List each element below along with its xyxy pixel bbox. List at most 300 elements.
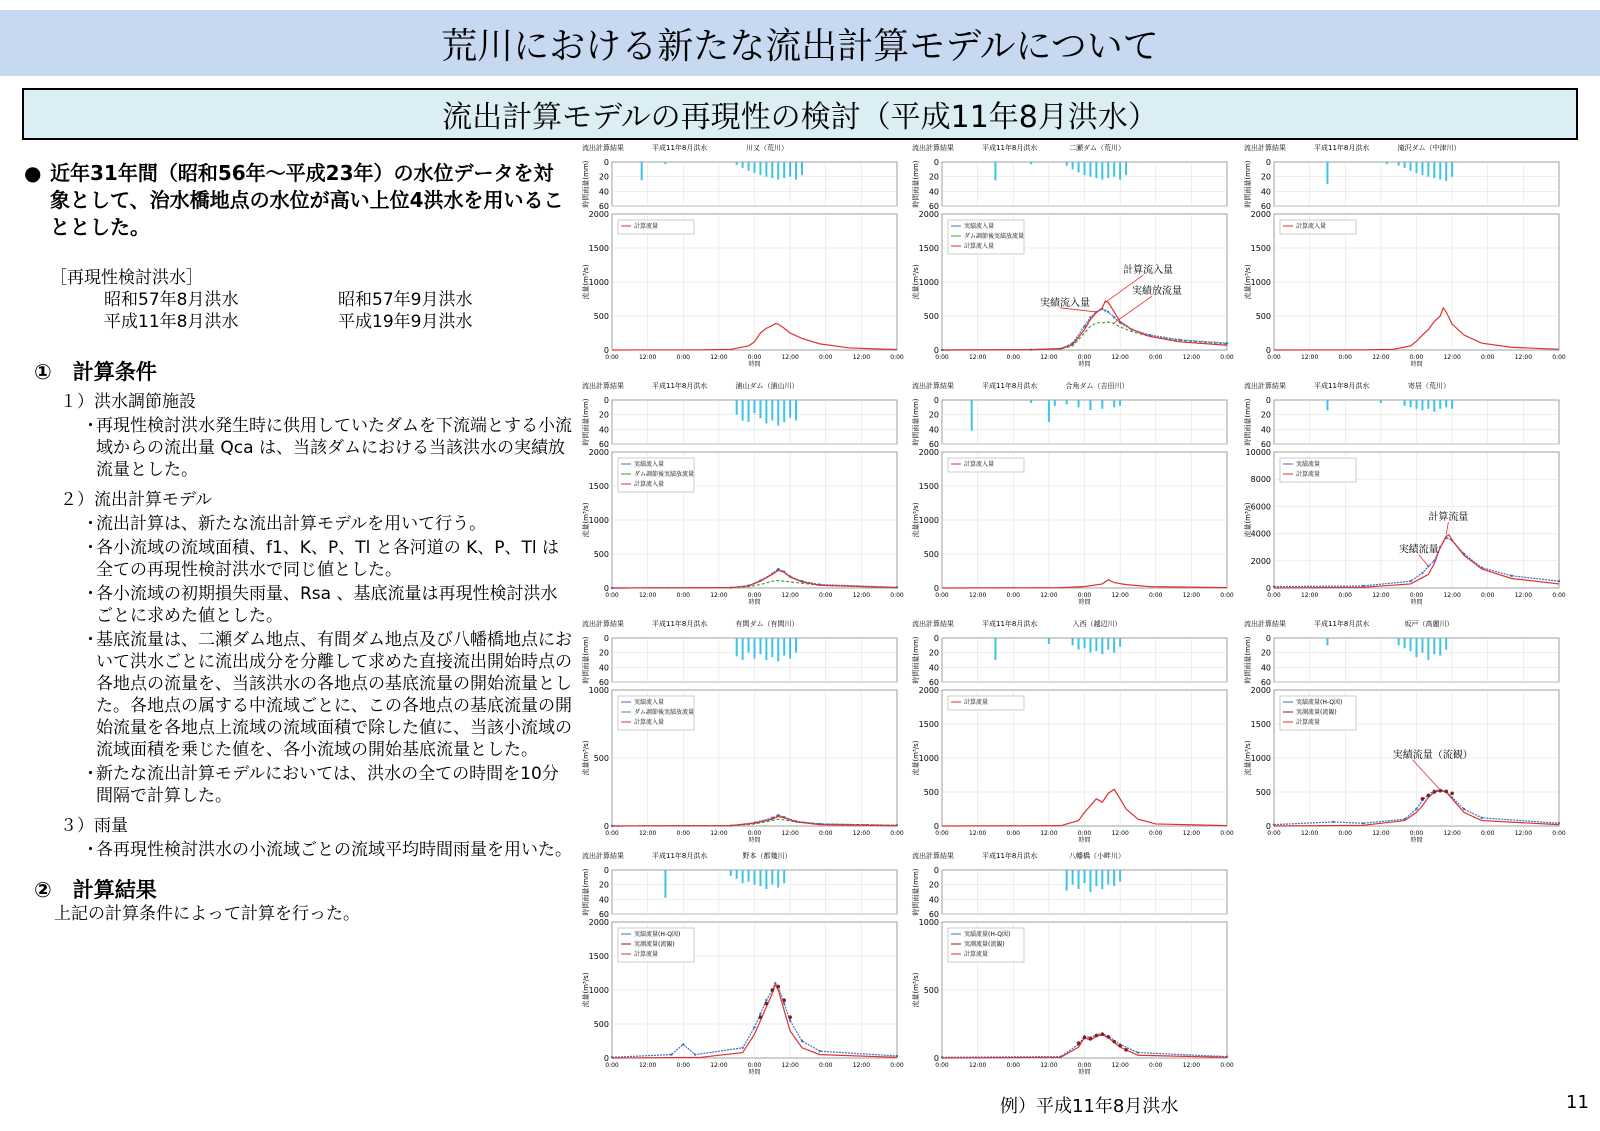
chart-panel: [1243, 143, 1566, 368]
rain-bar: [1386, 162, 1388, 164]
bullet-dot-icon: ・: [82, 538, 99, 558]
observed-flow-marker: [1113, 316, 1115, 318]
observed-flow-marker: [670, 1053, 672, 1055]
x-tick-label: 12:00: [1372, 592, 1390, 599]
x-tick-label: 0:00: [1338, 354, 1352, 361]
flow-tick-label: 2000: [588, 918, 609, 927]
observed-flow-marker: [1481, 817, 1483, 819]
x-tick-label: 0:00: [1077, 354, 1092, 361]
rain-bar: [759, 870, 761, 886]
x-tick-label: 12:00: [1111, 830, 1129, 837]
rain-bar: [777, 162, 779, 180]
chart-panel: [911, 851, 1234, 1076]
rain-bar: [777, 400, 779, 426]
subsection-heading: ３）雨量: [60, 816, 128, 836]
intro-text: 近年31年間（昭和56年～平成23年）の水位データを対象として、治水橋地点の水位が高い上位4洪水を用いることとした。: [50, 161, 564, 239]
rain-bar: [1095, 162, 1097, 178]
flow-tick-label: 500: [593, 754, 609, 763]
rain-bar: [1439, 400, 1441, 409]
rain-bar: [1404, 162, 1406, 168]
rain-bar: [1066, 162, 1068, 166]
flow-tick-label: 1500: [588, 482, 609, 491]
rain-bar: [1078, 400, 1080, 407]
x-tick-label: 12:00: [638, 830, 657, 837]
bullet-dot-icon: ・: [82, 840, 99, 860]
x-tick-label: 12:00: [968, 1062, 987, 1069]
flow-tick-label: 0: [1265, 584, 1271, 593]
legend-label: 実績流量(H-Q図): [964, 931, 1011, 938]
chart-station-label: 合角ダム（吉田川）: [1065, 382, 1129, 390]
x-tick-label: 12:00: [1300, 830, 1319, 837]
rain-bar: [1072, 162, 1074, 169]
rain-tick-label: 20: [928, 880, 939, 890]
rain-bar: [1421, 400, 1423, 410]
measured-flow-point: [1421, 797, 1425, 801]
x-tick-label: 0:00: [747, 354, 762, 361]
flow-axis-label: 流量(m³/s): [912, 972, 920, 1008]
rain-bar: [771, 638, 773, 657]
x-tick-label: 12:00: [1040, 354, 1058, 361]
rain-bar: [771, 870, 773, 885]
condition-text: 基底流量は、二瀬ダム地点、有間ダム地点及び八幡橋地点において洪水ごとに流出成分を分離して求めた直接流出開始時点の各地点の流量を、当該洪水の各地点の基底流量の開始流量とした。各地点の属する中流域ごとに、この各地点の基底流量の開始流量を各地点上流域の流域面積で除した値に、当該小流域の流域面積を乗じた値を、各小流域の開始基底流量とした。: [96, 630, 572, 760]
x-tick-label: 0:00: [1220, 1062, 1234, 1069]
x-tick-label: 0:00: [747, 592, 762, 599]
rain-tick-label: 20: [928, 172, 939, 182]
rain-bar: [754, 870, 756, 885]
x-tick-label: 0:00: [1220, 354, 1234, 361]
rain-axis-label: 時間雨量(mm): [912, 636, 920, 684]
rain-tick-label: 20: [598, 172, 609, 182]
x-tick-label: 0:00: [605, 354, 619, 361]
rain-bar: [1084, 162, 1086, 175]
rain-bar: [1439, 162, 1441, 180]
flow-tick-label: 1000: [1250, 754, 1271, 763]
rain-bar: [1445, 162, 1447, 181]
rain-bar: [783, 870, 785, 883]
x-tick-label: 12:00: [638, 354, 657, 361]
x-tick-label: 12:00: [1040, 592, 1058, 599]
flow-axis-label: 流量(m³/s): [582, 264, 590, 300]
case-item: 平成19年9月洪水: [338, 312, 473, 332]
rain-bar: [742, 400, 744, 421]
rain-bar: [765, 638, 767, 660]
chart-panel: [1243, 619, 1566, 844]
x-axis-label: 時間: [748, 1069, 761, 1076]
rain-tick-label: 40: [1260, 663, 1271, 673]
page-number: 11: [1566, 1092, 1589, 1113]
measured-flow-point: [765, 1002, 769, 1006]
rain-bar: [1433, 400, 1435, 412]
x-axis-label: 時間: [748, 361, 761, 368]
flow-tick-label: 4000: [1250, 529, 1271, 539]
legend-label: 計算流入量: [1296, 223, 1327, 230]
x-tick-label: 12:00: [638, 592, 657, 599]
legend-label: 計算流入量: [964, 243, 995, 250]
observed-flow-marker: [1558, 580, 1560, 582]
rain-bar: [1113, 870, 1115, 886]
rain-tick-label: 0: [1265, 634, 1271, 643]
x-tick-label: 0:00: [676, 354, 690, 361]
flow-tick-label: 500: [923, 986, 939, 995]
rain-axis-label: 時間雨量(mm): [582, 636, 590, 684]
rain-tick-label: 40: [598, 187, 609, 197]
legend-label: 計算流入量: [964, 461, 995, 468]
flow-tick-label: 1000: [918, 918, 939, 927]
x-tick-label: 0:00: [890, 1062, 904, 1069]
legend-label: 実績流入量: [634, 699, 665, 706]
rain-axis-label: 時間雨量(mm): [1244, 398, 1252, 446]
chart-station-label: 川又（荒川）: [746, 144, 788, 152]
flow-tick-label: 1000: [918, 754, 939, 763]
rain-bar: [789, 638, 791, 659]
x-tick-label: 0:00: [1220, 830, 1234, 837]
rain-tick-label: 0: [933, 396, 939, 405]
measured-flow-point: [1083, 1036, 1087, 1040]
rain-bar: [1089, 162, 1091, 177]
rain-bar: [1072, 638, 1074, 645]
rain-bar: [795, 400, 797, 421]
rain-bar: [748, 870, 750, 882]
rain-bar: [1404, 638, 1406, 648]
condition-text: 各小流域の初期損失雨量、Rsa 、基底流量は再現性検討洪水ごとに求めた値とした。: [96, 584, 558, 626]
bullet-dot-icon: ・: [82, 514, 99, 534]
flow-tick-label: 0: [933, 584, 939, 593]
chart-station-label: 坂戸（高麗川）: [1404, 620, 1454, 628]
chart-panel: [581, 381, 904, 606]
x-tick-label: 12:00: [852, 830, 871, 837]
x-tick-label: 0:00: [1552, 830, 1566, 837]
measured-flow-point: [1106, 1035, 1110, 1039]
x-tick-label: 12:00: [710, 354, 728, 361]
flow-tick-label: 0: [1265, 822, 1271, 831]
rain-bar: [754, 638, 756, 659]
measured-flow-point: [1112, 1040, 1116, 1044]
rain-bar: [1078, 870, 1080, 889]
rain-bar: [1404, 400, 1406, 406]
rain-tick-label: 0: [603, 158, 609, 167]
measured-flow-point: [1433, 790, 1437, 794]
flow-tick-label: 8000: [1250, 475, 1271, 485]
x-tick-label: 12:00: [1514, 592, 1533, 599]
flow-tick-label: 1500: [588, 952, 609, 961]
observed-flow-marker: [694, 1053, 696, 1055]
flow-tick-label: 1000: [1250, 278, 1271, 287]
legend-label: 実測流量(流観): [634, 941, 675, 948]
x-tick-label: 12:00: [968, 354, 987, 361]
observed-flow-marker: [753, 1026, 755, 1028]
rain-bar: [1416, 638, 1418, 657]
x-tick-label: 0:00: [935, 830, 949, 837]
bullet-dot-icon: ・: [82, 630, 99, 650]
rain-bar: [1119, 638, 1121, 647]
annotation-label: 実績流入量: [1039, 297, 1090, 309]
rain-bar: [771, 162, 773, 178]
flow-tick-label: 1000: [588, 686, 609, 695]
flow-tick-label: 500: [593, 1020, 609, 1029]
rain-bar: [1410, 638, 1412, 651]
rain-bar: [1066, 870, 1068, 891]
rain-bar: [1107, 638, 1109, 650]
x-tick-label: 12:00: [710, 592, 728, 599]
x-tick-label: 0:00: [605, 592, 619, 599]
x-tick-label: 0:00: [1220, 592, 1234, 599]
flow-tick-label: 2000: [918, 210, 939, 219]
rain-tick-label: 60: [1260, 440, 1271, 449]
x-tick-label: 0:00: [1409, 354, 1424, 361]
observed-flow-marker: [789, 1019, 791, 1021]
observed-flow-marker: [1226, 342, 1228, 344]
rain-tick-label: 60: [1260, 202, 1271, 211]
measured-flow-point: [782, 998, 786, 1002]
x-tick-label: 12:00: [1040, 1062, 1058, 1069]
rain-bar: [777, 638, 779, 661]
rain-bar: [1380, 400, 1382, 403]
rain-bar: [754, 400, 756, 413]
rain-bar: [1084, 638, 1086, 648]
rain-bar: [795, 162, 797, 180]
condition-text: 流出計算は、新たな流出計算モデルを用いて行う。: [96, 514, 487, 534]
x-tick-label: 0:00: [1149, 1062, 1163, 1069]
rain-bar: [759, 400, 761, 418]
x-tick-label: 0:00: [819, 354, 833, 361]
bullet-dot-icon: ・: [82, 764, 99, 784]
x-tick-label: 0:00: [1409, 830, 1424, 837]
flow-tick-label: 2000: [588, 448, 609, 457]
rain-bar: [1125, 162, 1127, 175]
chart-station-label: 滝沢ダム（中津川）: [1397, 144, 1461, 152]
rain-tick-label: 40: [928, 663, 939, 673]
rain-bar: [742, 162, 744, 168]
rain-tick-label: 40: [928, 895, 939, 905]
measured-flow-point: [771, 988, 775, 992]
x-tick-label: 0:00: [1338, 830, 1352, 837]
rain-bar: [748, 638, 750, 653]
x-tick-label: 12:00: [638, 1062, 657, 1069]
rain-bar: [789, 400, 791, 418]
flow-tick-label: 0: [603, 1054, 609, 1063]
rain-bar: [1101, 870, 1103, 889]
measured-flow-point: [759, 1015, 763, 1019]
rain-bar: [1089, 870, 1091, 892]
flow-tick-label: 1500: [918, 720, 939, 729]
rain-tick-label: 0: [603, 634, 609, 643]
rain-tick-label: 0: [933, 866, 939, 875]
observed-flow-marker: [1421, 572, 1423, 574]
x-tick-label: 0:00: [1149, 830, 1163, 837]
rain-tick-label: 20: [1260, 410, 1271, 420]
flow-tick-label: 6000: [1250, 502, 1271, 512]
flow-axis-label: 流量(m³/s): [912, 502, 920, 538]
rain-tick-label: 0: [603, 396, 609, 405]
rain-bar: [1445, 638, 1447, 650]
x-tick-label: 12:00: [852, 592, 871, 599]
page-title: 荒川における新たな流出計算モデルについて: [0, 10, 1600, 76]
chart-header-label: 流出計算結果: [912, 620, 954, 628]
flow-tick-label: 1000: [918, 278, 939, 287]
x-tick-label: 12:00: [1514, 354, 1533, 361]
flow-tick-label: 1500: [918, 482, 939, 491]
x-tick-label: 0:00: [1077, 830, 1092, 837]
x-tick-label: 0:00: [1006, 830, 1020, 837]
observed-flow-marker: [1415, 808, 1417, 810]
rain-tick-label: 40: [598, 895, 609, 905]
flow-tick-label: 1500: [588, 244, 609, 253]
chart-station-label: 浦山ダム（浦山川）: [735, 382, 799, 390]
x-tick-label: 0:00: [890, 354, 904, 361]
x-tick-label: 0:00: [1338, 592, 1352, 599]
rain-bar: [664, 870, 666, 898]
rain-bar: [1433, 162, 1435, 178]
flow-tick-label: 0: [933, 1054, 939, 1063]
flow-axis-label: 流量(m³/s): [912, 740, 920, 776]
x-tick-label: 12:00: [710, 1062, 728, 1069]
chart-flood-label: 平成11年8月洪水: [1314, 382, 1370, 390]
x-tick-label: 12:00: [1182, 830, 1201, 837]
rain-bar: [1433, 638, 1435, 654]
rain-tick-label: 60: [1260, 678, 1271, 687]
x-tick-label: 12:00: [1443, 354, 1461, 361]
rain-bar: [1427, 400, 1429, 409]
x-tick-label: 12:00: [1372, 830, 1390, 837]
x-axis-label: 時間: [748, 837, 761, 844]
chart-flood-label: 平成11年8月洪水: [1314, 144, 1370, 152]
chart-flood-label: 平成11年8月洪水: [982, 620, 1038, 628]
x-tick-label: 0:00: [935, 592, 949, 599]
x-tick-label: 0:00: [1149, 592, 1163, 599]
x-axis-label: 時間: [1078, 1069, 1091, 1076]
x-tick-label: 12:00: [852, 354, 871, 361]
observed-flow-marker: [765, 999, 767, 1001]
observed-flow-marker: [1107, 311, 1109, 313]
case-item: 昭和57年8月洪水: [104, 290, 239, 310]
case-item: 平成11年8月洪水: [104, 312, 239, 332]
x-tick-label: 12:00: [710, 830, 728, 837]
rain-bar: [1416, 400, 1418, 409]
legend-label: 実測流量(流観): [964, 941, 1005, 948]
legend-label: 計算流入量: [634, 719, 665, 726]
x-tick-label: 0:00: [1006, 592, 1020, 599]
x-tick-label: 12:00: [1111, 354, 1129, 361]
flow-axis-label: 流量(m³/s): [582, 502, 590, 538]
rain-bar: [736, 162, 738, 165]
x-tick-label: 12:00: [1182, 1062, 1201, 1069]
measured-flow-point: [1101, 1032, 1105, 1036]
x-tick-label: 12:00: [1111, 1062, 1129, 1069]
rain-tick-label: 60: [598, 202, 609, 211]
rain-tick-label: 0: [1265, 396, 1271, 405]
condition-text: 各再現性検討洪水の小流域ごとの流域平均時間雨量を用いた。: [96, 840, 572, 860]
condition-text: 各小流域の流域面積、f1、K、P、Tl と各河道の K、P、Tl は全ての再現性検討洪水で同じ値とした。: [96, 538, 560, 580]
measured-flow-point: [788, 1015, 792, 1019]
legend-label: 計算流量: [1296, 471, 1321, 478]
chart-station-label: 野本（都幾川）: [742, 852, 792, 860]
rain-bar: [736, 638, 738, 656]
rain-bar: [1119, 870, 1121, 882]
rain-bar: [1410, 162, 1412, 171]
rain-bar: [1095, 870, 1097, 886]
x-tick-label: 0:00: [605, 830, 619, 837]
flow-tick-label: 1000: [588, 516, 609, 525]
x-tick-label: 0:00: [1481, 354, 1495, 361]
rain-bar: [1107, 870, 1109, 885]
observed-flow-marker: [1510, 575, 1512, 577]
legend-label: 実測流量(流観): [1296, 709, 1337, 716]
rain-tick-label: 20: [1260, 172, 1271, 182]
x-tick-label: 0:00: [676, 1062, 690, 1069]
rain-bar: [765, 870, 767, 889]
x-tick-label: 0:00: [1149, 354, 1163, 361]
x-tick-label: 12:00: [1372, 354, 1390, 361]
bullet-dot-icon: ●: [24, 161, 42, 185]
flow-tick-label: 500: [593, 550, 609, 559]
rain-tick-label: 40: [1260, 187, 1271, 197]
x-tick-label: 12:00: [968, 592, 987, 599]
observed-flow-marker: [1178, 339, 1180, 341]
flow-tick-label: 500: [923, 788, 939, 797]
x-axis-label: 時間: [1078, 599, 1091, 606]
rain-bar: [1421, 162, 1423, 175]
section-title: 流出計算モデルの再現性の検討（平成11年8月洪水）: [22, 88, 1578, 140]
figure-caption: 例）平成11年8月洪水: [1000, 1096, 1179, 1117]
bullet-dot-icon: ・: [82, 584, 99, 604]
observed-flow-marker: [682, 1043, 684, 1045]
x-tick-label: 0:00: [935, 354, 949, 361]
rain-bar: [1410, 400, 1412, 407]
x-tick-label: 0:00: [1267, 592, 1281, 599]
chart-panel: [911, 143, 1234, 368]
x-tick-label: 0:00: [890, 592, 904, 599]
rain-bar: [736, 400, 738, 415]
x-tick-label: 12:00: [1300, 354, 1319, 361]
case-item: 昭和57年9月洪水: [338, 290, 473, 310]
rain-tick-label: 60: [928, 202, 939, 211]
chart-header-label: 流出計算結果: [582, 852, 624, 860]
flow-axis-label: 流量(m³/s): [1244, 502, 1252, 538]
x-axis-label: 時間: [1410, 837, 1423, 844]
section-heading-conditions: ① 計算条件: [34, 360, 157, 384]
rain-bar: [1107, 162, 1109, 178]
chart-flood-label: 平成11年8月洪水: [652, 144, 708, 152]
flow-axis-label: 流量(m³/s): [912, 264, 920, 300]
chart-panel: [581, 619, 904, 844]
x-tick-label: 0:00: [1267, 354, 1281, 361]
chart-panel: [911, 381, 1234, 606]
x-tick-label: 12:00: [1443, 592, 1461, 599]
flow-tick-label: 1000: [588, 278, 609, 287]
flow-tick-label: 10000: [1245, 448, 1271, 457]
rain-bar: [783, 400, 785, 422]
rain-axis-label: 時間雨量(mm): [1244, 160, 1252, 208]
observed-flow-marker: [1463, 808, 1465, 810]
x-tick-label: 0:00: [935, 1062, 949, 1069]
rain-bar: [1066, 400, 1068, 404]
legend-label: 計算流入量: [634, 481, 665, 488]
chart-header-label: 流出計算結果: [912, 382, 954, 390]
rain-bar: [742, 870, 744, 883]
x-tick-label: 12:00: [781, 1062, 799, 1069]
rain-bar: [730, 870, 732, 876]
x-axis-label: 時間: [748, 599, 761, 606]
measured-flow-point: [1095, 1034, 1099, 1038]
rain-bar: [1326, 638, 1328, 645]
flow-tick-label: 2000: [918, 448, 939, 457]
x-tick-label: 0:00: [1077, 1062, 1092, 1069]
rain-bar: [1416, 162, 1418, 173]
measured-flow-point: [1444, 790, 1448, 794]
rain-bar: [1078, 638, 1080, 650]
legend-label: 実績流量: [1296, 461, 1321, 468]
rain-bar: [1084, 870, 1086, 883]
